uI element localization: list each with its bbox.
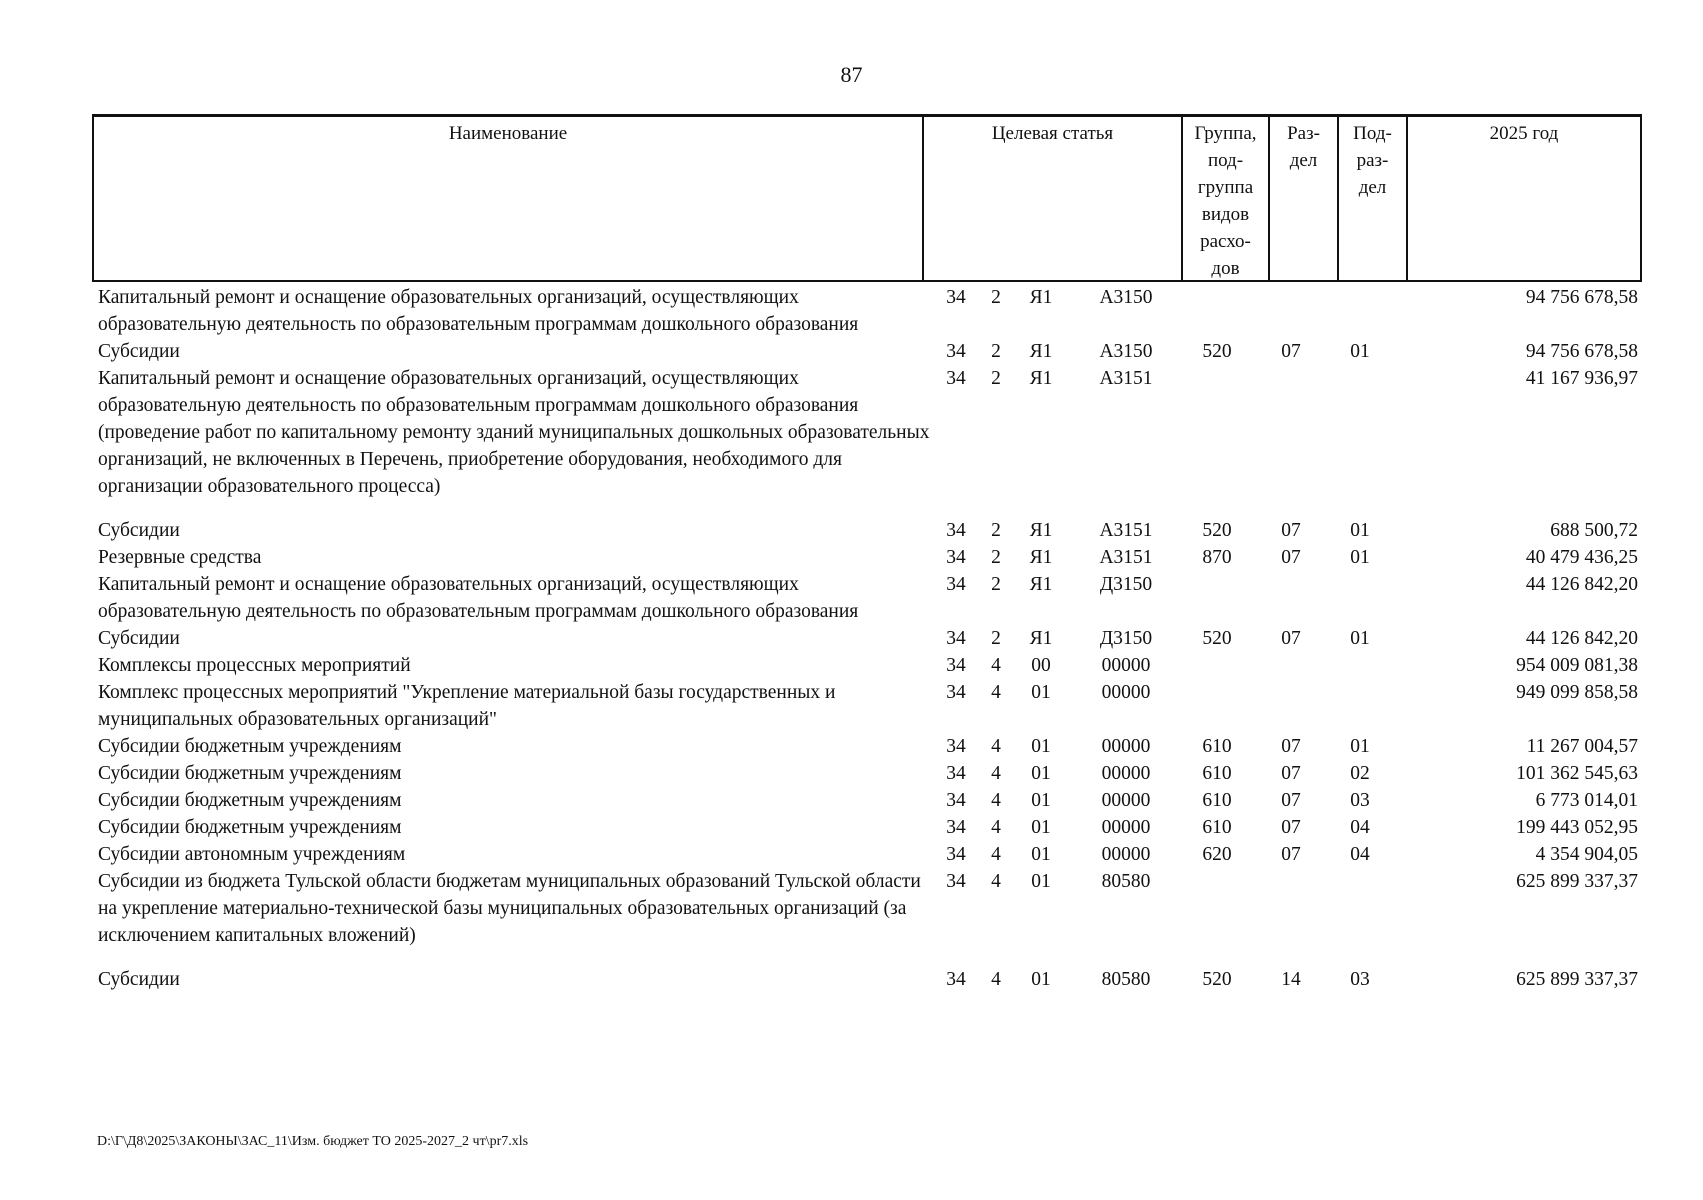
row-code-p: 34 (946, 817, 966, 838)
row-code-g: 01 (1031, 871, 1051, 892)
row-code-s: 4 (991, 871, 1001, 892)
row-amount: 40 479 436,25 (1525, 547, 1638, 568)
row-code-p: 34 (946, 844, 966, 865)
row-code-p: 34 (946, 736, 966, 757)
header-group-line: дов (1211, 258, 1240, 279)
row-code-a: А3150 (1099, 287, 1153, 308)
row-name: Субсидии автономным учреждениям (98, 844, 406, 865)
row-expense-group: 520 (1202, 628, 1232, 649)
row-name: Комплексы процессных мероприятий (98, 655, 411, 676)
header-expense-group (1183, 117, 1270, 280)
row-code-s: 2 (991, 341, 1001, 362)
table-row (96, 625, 1642, 652)
row-code-g: 00 (1031, 655, 1051, 676)
file-path: D:\Г\Д8\2025\ЗАКОНЫ\ЗАС_11\Изм. бюджет ТО 2025-2027_2 чт\pr7.xls (97, 1134, 529, 1149)
table-row (96, 679, 1642, 733)
row-code-s: 4 (991, 736, 1001, 757)
row-amount: 44 126 842,20 (1525, 574, 1638, 595)
table-body (96, 284, 1642, 993)
row-expense-group: 610 (1202, 790, 1232, 811)
row-code-g: Я1 (1029, 341, 1053, 362)
row-code-s: 2 (991, 628, 1001, 649)
row-code-p: 34 (946, 341, 966, 362)
row-razdel: 07 (1281, 763, 1301, 784)
row-code-g: Я1 (1029, 628, 1053, 649)
header-year: 2025 год (1489, 123, 1559, 144)
table-row (96, 787, 1642, 814)
row-code-p: 34 (946, 682, 966, 703)
row-amount: 11 267 004,57 (1526, 736, 1638, 757)
row-code-g: Я1 (1029, 547, 1053, 568)
row-code-p: 34 (946, 520, 966, 541)
table-row (96, 571, 1642, 625)
row-razdel: 07 (1281, 341, 1301, 362)
row-code-g: Я1 (1029, 520, 1053, 541)
row-name: Субсидии из бюджета Тульской области бюджетам муниципальных образований Тульской области на укрепление материально-технической базы муниципальных образовательных организаций (за исключением капитальных вложений) (98, 871, 921, 946)
row-code-a: 80580 (1101, 871, 1151, 892)
row-code-s: 2 (991, 547, 1001, 568)
row-name: Субсидии бюджетным учреждениям (98, 790, 402, 811)
row-code-a: 00000 (1101, 817, 1151, 838)
row-expense-group: 610 (1202, 763, 1232, 784)
table-row (96, 733, 1642, 760)
row-code-g: Я1 (1029, 368, 1053, 389)
row-amount: 101 362 545,63 (1516, 763, 1638, 784)
table-row (96, 841, 1642, 868)
row-podrazdel: 01 (1350, 341, 1370, 362)
row-razdel: 07 (1281, 628, 1301, 649)
row-code-a: 00000 (1101, 790, 1151, 811)
row-name: Субсидии (98, 969, 180, 990)
row-amount: 41 167 936,97 (1525, 368, 1638, 389)
row-code-p: 34 (946, 368, 966, 389)
header-razdel (1270, 117, 1339, 280)
row-code-p: 34 (946, 969, 966, 990)
row-code-g: 01 (1031, 763, 1051, 784)
row-code-g: 01 (1031, 817, 1051, 838)
row-code-s: 4 (991, 969, 1001, 990)
row-code-s: 4 (991, 655, 1001, 676)
row-expense-group: 610 (1202, 817, 1232, 838)
row-code-p: 34 (946, 790, 966, 811)
row-expense-group: 870 (1202, 547, 1232, 568)
row-podrazdel: 01 (1350, 736, 1370, 757)
row-code-s: 2 (991, 574, 1001, 595)
row-amount: 44 126 842,20 (1525, 628, 1638, 649)
row-amount: 199 443 052,95 (1516, 817, 1638, 838)
row-podrazdel: 04 (1350, 844, 1370, 865)
header-group-line: группа (1197, 177, 1254, 198)
row-name: Субсидии бюджетным учреждениям (98, 763, 402, 784)
row-code-s: 2 (991, 368, 1001, 389)
row-code-g: 01 (1031, 790, 1051, 811)
row-code-p: 34 (946, 655, 966, 676)
row-code-s: 4 (991, 817, 1001, 838)
row-amount: 94 756 678,58 (1525, 287, 1638, 308)
row-podrazdel: 03 (1350, 969, 1370, 990)
header-podrazdel-line: Под- (1353, 123, 1392, 144)
row-code-g: 01 (1031, 844, 1051, 865)
table-row (96, 966, 1642, 993)
row-name: Капитальный ремонт и оснащение образовательных организаций, осуществляющих образовательную деятельность по образовательным программам дошкольного образования (98, 574, 859, 622)
row-name: Субсидии (98, 628, 180, 649)
header-podrazdel (1339, 117, 1408, 280)
row-amount: 625 899 337,37 (1516, 871, 1638, 892)
row-amount: 94 756 678,58 (1525, 341, 1638, 362)
row-amount: 625 899 337,37 (1516, 969, 1638, 990)
row-expense-group: 620 (1202, 844, 1232, 865)
row-code-a: 00000 (1101, 655, 1151, 676)
row-name: Капитальный ремонт и оснащение образовательных организаций, осуществляющих образовательную деятельность по образовательным программам дошкольного образования (проведение работ по капитальному ремонту зданий муниципальных дошкольных образовательных организаций, не включенных в Перечень, приобретение оборудования, необходимого для организации образовательного процесса) (98, 368, 930, 497)
row-razdel: 07 (1281, 844, 1301, 865)
header-group-line: видов (1201, 204, 1250, 225)
header-podrazdel-line: раз- (1356, 150, 1389, 171)
header-razdel-line: дел (1289, 150, 1318, 171)
row-code-g: Я1 (1029, 287, 1053, 308)
row-podrazdel: 04 (1350, 817, 1370, 838)
row-razdel: 14 (1281, 969, 1301, 990)
row-name: Капитальный ремонт и оснащение образовательных организаций, осуществляющих образовательную деятельность по образовательным программам дошкольного образования (98, 287, 859, 335)
row-razdel: 07 (1281, 736, 1301, 757)
row-amount: 954 009 081,38 (1516, 655, 1638, 676)
row-code-a: А3151 (1099, 368, 1153, 389)
row-code-p: 34 (946, 871, 966, 892)
row-amount: 949 099 858,58 (1516, 682, 1638, 703)
header-group-line: Группа, (1194, 123, 1257, 144)
row-expense-group: 610 (1202, 736, 1232, 757)
row-code-s: 2 (991, 287, 1001, 308)
row-code-p: 34 (946, 547, 966, 568)
row-razdel: 07 (1281, 790, 1301, 811)
row-amount: 688 500,72 (1550, 520, 1638, 541)
row-code-a: 80580 (1101, 969, 1151, 990)
row-code-s: 4 (991, 844, 1001, 865)
table-row (96, 760, 1642, 787)
row-name: Субсидии (98, 520, 180, 541)
row-expense-group: 520 (1202, 969, 1232, 990)
row-code-s: 4 (991, 790, 1001, 811)
row-code-p: 34 (946, 628, 966, 649)
row-code-a: А3150 (1099, 341, 1153, 362)
row-code-g: 01 (1031, 969, 1051, 990)
page-number: 87 (840, 62, 863, 87)
table-header (92, 114, 1642, 282)
header-target-article: Целевая статья (924, 117, 1183, 280)
row-code-a: А3151 (1099, 520, 1153, 541)
table-row (96, 868, 1642, 949)
row-name: Субсидии бюджетным учреждениям (98, 817, 402, 838)
row-code-a: Д3150 (1099, 574, 1153, 595)
row-podrazdel: 01 (1350, 547, 1370, 568)
row-code-a: 00000 (1101, 682, 1151, 703)
row-code-a: 00000 (1101, 844, 1151, 865)
header-group-line: под- (1207, 150, 1244, 171)
table-row (96, 284, 1642, 338)
header-name: Наименование (94, 117, 924, 280)
row-code-a: 00000 (1101, 763, 1151, 784)
row-code-p: 34 (946, 574, 966, 595)
row-amount: 6 773 014,01 (1535, 790, 1638, 811)
row-name: Резервные средства (98, 547, 262, 568)
row-name: Комплекс процессных мероприятий "Укрепление материальной базы государственных и муниципальных образовательных организаций" (98, 682, 836, 730)
row-name: Субсидии бюджетным учреждениям (98, 736, 402, 757)
row-code-a: А3151 (1099, 547, 1153, 568)
row-expense-group: 520 (1202, 341, 1232, 362)
header-group-line: расхо- (1200, 231, 1251, 252)
row-razdel: 07 (1281, 817, 1301, 838)
row-amount: 4 354 904,05 (1535, 844, 1638, 865)
row-code-g: Я1 (1029, 574, 1053, 595)
header-razdel-line: Раз- (1287, 123, 1320, 144)
table-row (96, 338, 1642, 365)
row-code-p: 34 (946, 287, 966, 308)
row-razdel: 07 (1281, 547, 1301, 568)
row-podrazdel: 03 (1350, 790, 1370, 811)
table-row (96, 517, 1642, 544)
row-code-g: 01 (1031, 682, 1051, 703)
row-name: Субсидии (98, 341, 180, 362)
row-expense-group: 520 (1202, 520, 1232, 541)
row-code-s: 2 (991, 520, 1001, 541)
table-row (96, 544, 1642, 571)
row-podrazdel: 02 (1350, 763, 1370, 784)
row-code-g: 01 (1031, 736, 1051, 757)
row-code-a: Д3150 (1099, 628, 1153, 649)
table-row (96, 652, 1642, 679)
table-row (96, 814, 1642, 841)
table-row (96, 365, 1642, 500)
header-podrazdel-line: дел (1358, 177, 1387, 198)
row-razdel: 07 (1281, 520, 1301, 541)
row-code-s: 4 (991, 682, 1001, 703)
row-podrazdel: 01 (1350, 520, 1370, 541)
row-podrazdel: 01 (1350, 628, 1370, 649)
row-code-p: 34 (946, 763, 966, 784)
row-code-a: 00000 (1101, 736, 1151, 757)
row-code-s: 4 (991, 763, 1001, 784)
